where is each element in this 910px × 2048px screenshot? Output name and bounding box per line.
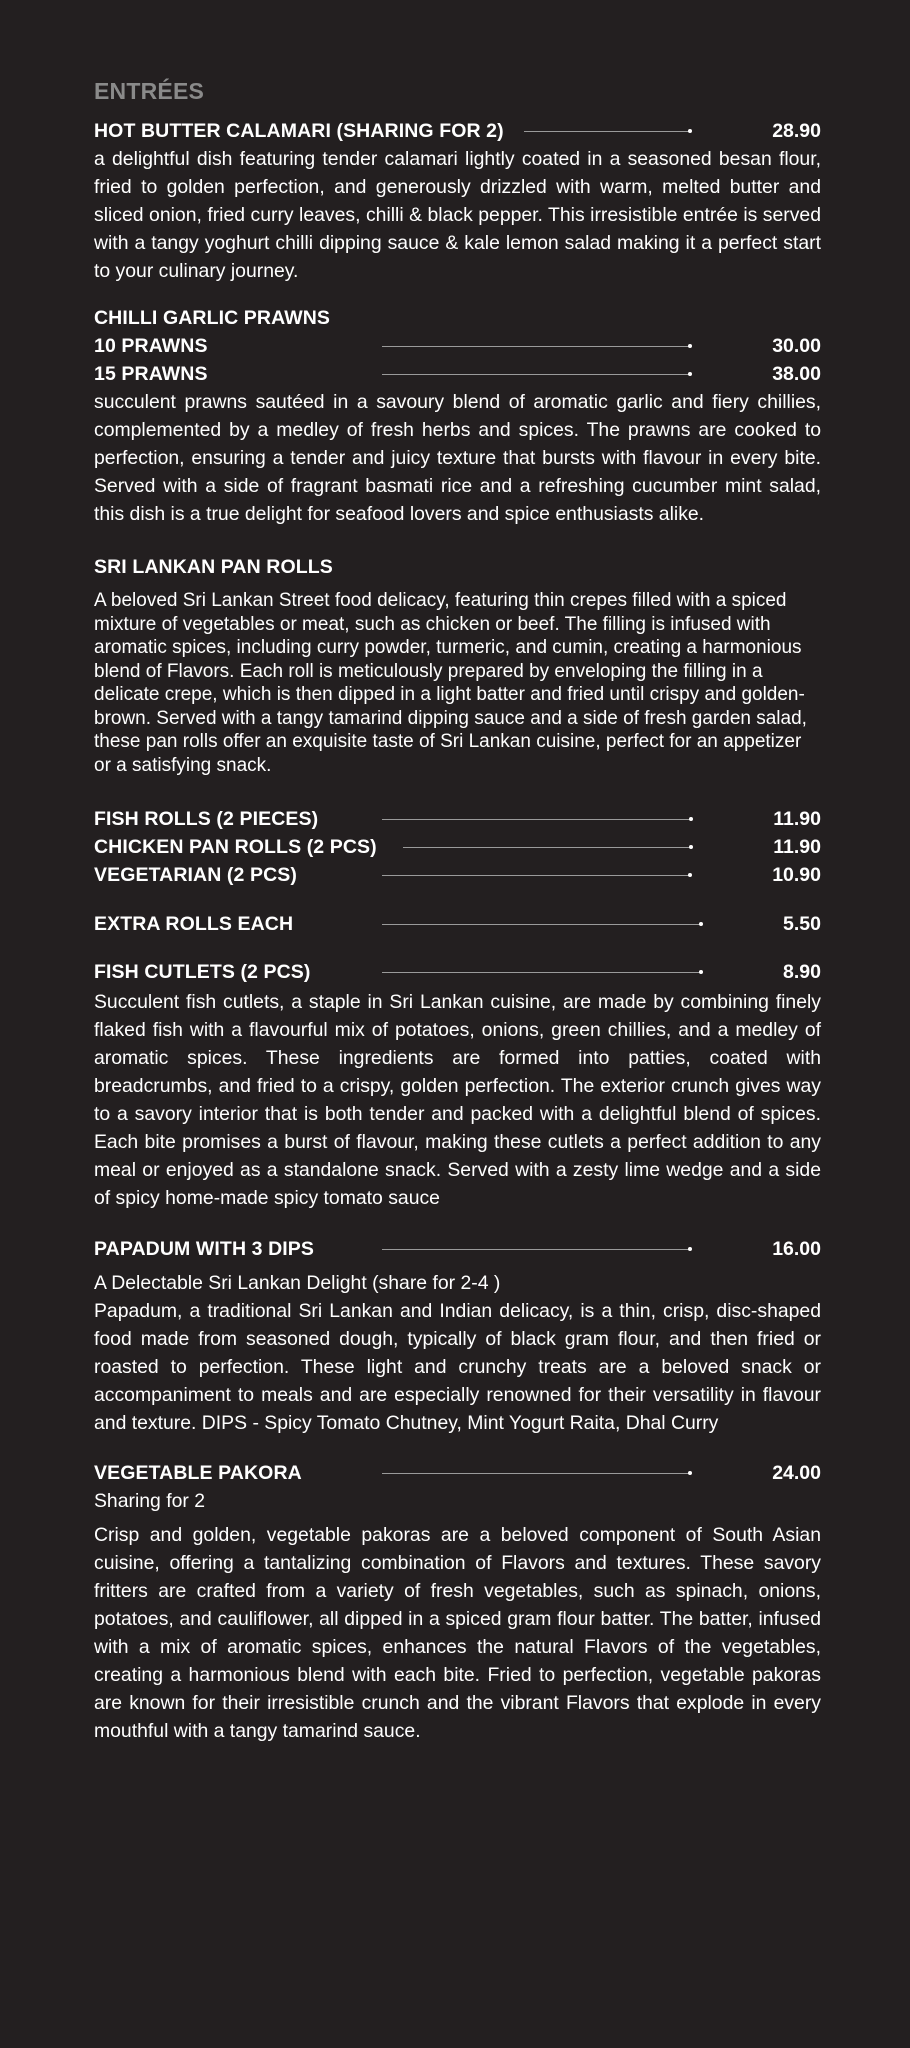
price-leader — [382, 374, 690, 375]
item-name: HOT BUTTER CALAMARI (SHARING FOR 2) — [94, 119, 504, 142]
item-price: 5.50 — [783, 912, 821, 935]
price-leader — [524, 131, 690, 132]
item-price: 28.90 — [772, 119, 821, 142]
option-name: VEGETARIAN (2 PCS) — [94, 863, 297, 886]
item-row — [94, 117, 821, 145]
price-leader — [382, 875, 690, 876]
item-description: Succulent fish cutlets, a staple in Sri Lankan cuisine, are made by combining finely flaked fish with a flavourful mix of potatoes, onions, green chillies, and a medley of aromatic spices. These ingredients are formed into patties, coated with breadcrumbs, and fried to a crispy, golden perfection. The exterior crunch gives way to a savory interior that is both tender and packed with a delightful blend of spices. Each bite promises a burst of flavour, making these cutlets a perfect addition to any meal or enjoyed as a standalone snack. Served with a zesty lime wedge and a side of spicy home-made spicy tomato sauce — [94, 991, 821, 1209]
section-title: ENTRÉES — [94, 78, 205, 104]
item-row — [94, 1235, 821, 1263]
option-price: 38.00 — [772, 362, 821, 385]
item-name: EXTRA ROLLS EACH — [94, 912, 294, 935]
item-description: A beloved Sri Lankan Street food delicacy, featuring thin crepes filled with a spiced mixture of vegetables or meat, such as chicken or beef. The filling is infused with aromatic spices, including curry powder, turmeric, and cumin, creating a harmonious blend of Flavors. Each roll is meticulously prepared by enveloping the filling in a delicate crepe, which is then dipped in a light batter and fried until crispy and golden-brown. Served with a tangy tamarind dipping sauce and a side of fresh garden salad, these pan rolls offer an exquisite taste of Sri Lankan cuisine, perfect for an appetizer or a satisfying snack. — [94, 590, 807, 776]
pan-rolls-options — [94, 805, 821, 889]
price-leader — [382, 972, 701, 973]
menu-item-papadum — [94, 1235, 821, 1437]
option-price: 10.90 — [772, 863, 821, 886]
price-leader — [382, 819, 691, 820]
option-name: 15 PRAWNS — [94, 362, 208, 385]
item-description: Crisp and golden, vegetable pakoras are a beloved component of South Asian cuisine, offering a tantalizing combination of Flavors and textures. These savory fritters are crafted from a variety of fresh vegetables, such as spinach, onions, potatoes, and cauliflower, all dipped in a spiced gram flour batter. The batter, infused with a mix of aromatic spices, enhances the natural Flavors of the vegetables, creating a harmonious blend with each bite. Fried to perfection, vegetable pakoras are known for their irresistible crunch and the vibrant Flavors that explode in every mouthful with a tangy tamarind sauce. — [94, 1524, 821, 1742]
menu-item-prawns — [94, 304, 821, 528]
menu-item-extra-rolls — [94, 910, 821, 938]
item-heading: CHILLI GARLIC PRAWNS — [94, 307, 330, 329]
option-price: 11.90 — [773, 807, 821, 830]
option-name: 10 PRAWNS — [94, 334, 208, 357]
price-leader — [382, 1473, 690, 1474]
option-row — [94, 360, 821, 388]
menu-item-pan-rolls — [94, 553, 821, 777]
menu-item-calamari — [94, 117, 821, 285]
option-row — [94, 805, 821, 833]
item-description: a delightful dish featuring tender calamari lightly coated in a seasoned besan flour, fried to golden perfection, and generously drizzled with warm, melted butter and sliced onion, fried curry leaves, chilli & black pepper. This irresistible entrée is served with a tangy yoghurt chilli dipping sauce & kale lemon salad making it a perfect start to your culinary journey. — [94, 148, 821, 282]
option-price: 11.90 — [773, 835, 821, 858]
item-price: 8.90 — [783, 960, 821, 983]
price-leader — [382, 346, 690, 347]
item-description: Papadum, a traditional Sri Lankan and Indian delicacy, is a thin, crisp, disc-shaped food made from seasoned dough, typically of black gram flour, and then fried or roasted to perfection. These light and crunchy treats are a beloved snack or accompaniment to meals and are especially renowned for their versatility in flavour and texture. DIPS - Spicy Tomato Chutney, Mint Yogurt Raita, Dhal Curry — [94, 1300, 821, 1434]
price-leader — [382, 924, 701, 925]
item-heading: SRI LANKAN PAN ROLLS — [94, 556, 333, 578]
item-row — [94, 1459, 821, 1487]
menu-item-fish-cutlets — [94, 958, 821, 1212]
option-row — [94, 332, 821, 360]
price-leader — [403, 847, 691, 848]
item-name: VEGETABLE PAKORA — [94, 1461, 302, 1484]
item-description: succulent prawns sautéed in a savoury blend of aromatic garlic and fiery chillies, complemented by a medley of fresh herbs and spices. The prawns are cooked to perfection, ensuring a tender and juicy texture that bursts with flavour in every bite. Served with a side of fragrant basmati rice and a refreshing cucumber mint salad, this dish is a true delight for seafood lovers and spice enthusiasts alike. — [94, 391, 821, 525]
option-name: CHICKEN PAN ROLLS (2 PCS) — [94, 835, 377, 858]
item-row — [94, 910, 821, 938]
item-name: PAPADUM WITH 3 DIPS — [94, 1237, 315, 1260]
menu-item-pakora — [94, 1459, 821, 1745]
price-leader — [382, 1249, 690, 1250]
item-price: 16.00 — [772, 1237, 821, 1260]
option-name: FISH ROLLS (2 PIECES) — [94, 807, 319, 830]
item-subtitle: Sharing for 2 — [94, 1490, 206, 1512]
item-name: FISH CUTLETS (2 PCS) — [94, 960, 311, 983]
option-row — [94, 833, 821, 861]
item-price: 24.00 — [772, 1461, 821, 1484]
item-row — [94, 958, 821, 986]
option-price: 30.00 — [772, 334, 821, 357]
item-subtitle: A Delectable Sri Lankan Delight (share for 2-4 ) — [94, 1272, 501, 1294]
option-row — [94, 861, 821, 889]
